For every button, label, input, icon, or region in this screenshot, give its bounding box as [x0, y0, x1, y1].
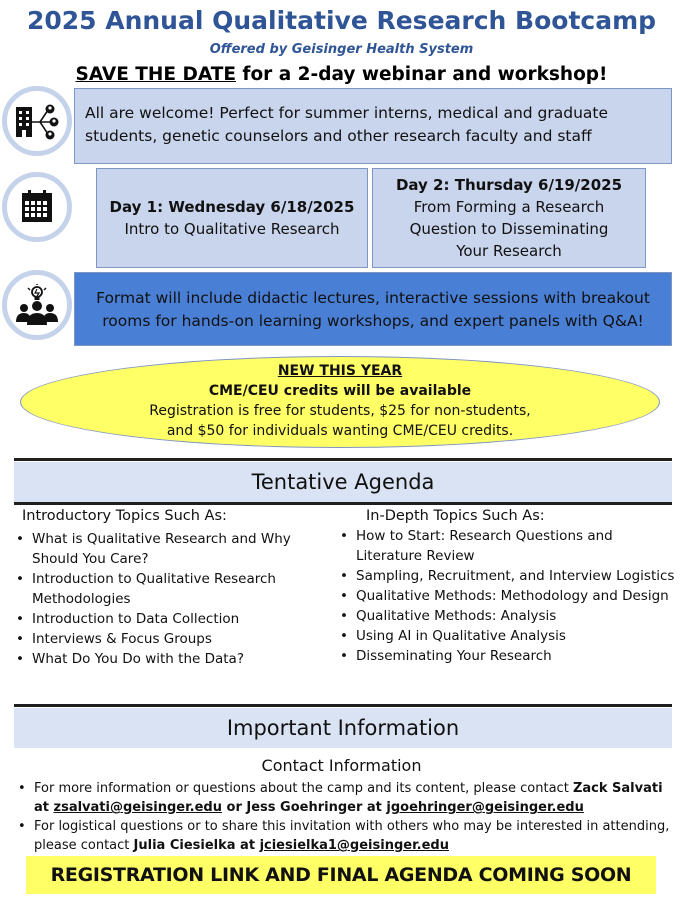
list-item: • Qualitative Methods: Methodology and Design — [356, 586, 676, 606]
calendar-icon — [2, 172, 72, 242]
contact-item — [14, 779, 676, 817]
intro-topics-list — [14, 529, 328, 669]
important-info-title: Important Information — [14, 708, 672, 748]
list-item: • How to Start: Research Questions and Literature Review — [356, 526, 676, 566]
email-link[interactable]: zsalvati@geisinger.edu — [53, 800, 222, 815]
contact-name: Julia Ciesielka at — [133, 838, 260, 853]
new-this-year-callout — [20, 356, 660, 448]
day1-box — [96, 168, 368, 268]
divider — [14, 704, 672, 707]
audience-box: All are welcome! Perfect for summer interns, medical and graduate students, genetic counselors and other research faculty and staff — [74, 88, 672, 164]
contact-heading: Contact Information — [261, 756, 422, 775]
contact-name: Zack Salvati — [572, 781, 663, 796]
list-item: • Introduction to Qualitative Research Methodologies — [32, 569, 328, 609]
team-idea-icon — [2, 270, 72, 340]
day1-topic: Intro to Qualitative Research — [124, 220, 340, 238]
page-title: 2025 Annual Qualitative Research Bootcamp — [26, 6, 657, 35]
list-item: • Using AI in Qualitative Analysis — [356, 626, 676, 646]
divider — [14, 502, 672, 505]
contact-text: For logistical questions or to share this invitation with others who may be interested in attending, please contact — [34, 819, 670, 853]
save-the-date-text: for a 2-day webinar and workshop! — [235, 64, 608, 85]
save-the-date-line — [0, 64, 683, 85]
day2-date: Day 2: Thursday 6/19/2025 — [395, 176, 623, 194]
list-item: • Interviews & Focus Groups — [32, 629, 328, 649]
email-link[interactable]: jciesielka1@geisinger.edu — [259, 838, 449, 853]
save-the-date-label: SAVE THE DATE — [75, 64, 236, 85]
list-item: • Introduction to Data Collection — [32, 609, 328, 629]
contact-text: For more information or questions about the camp and its content, please contact — [34, 781, 573, 796]
day2-topic: From Forming a Research Question to Disseminating Your Research — [409, 198, 609, 260]
list-item: • What is Qualitative Research and Why Should You Care? — [32, 529, 328, 569]
indepth-topics-heading: In-Depth Topics Such As: — [366, 508, 545, 524]
pricing-line-2: and $50 for individuals wanting CME/CEU credits. — [166, 423, 514, 439]
email-link[interactable]: jgoehringer@geisinger.edu — [386, 800, 584, 815]
pricing-line-1: Registration is free for students, $25 for non-students, — [149, 403, 531, 419]
organization-network-icon — [2, 86, 72, 156]
contact-list — [14, 779, 676, 855]
day2-box — [372, 168, 646, 268]
intro-topics-heading: Introductory Topics Such As: — [22, 508, 227, 524]
new-this-year-heading: NEW THIS YEAR — [277, 363, 403, 379]
divider — [14, 458, 672, 461]
credits-line: CME/CEU credits will be available — [208, 383, 472, 399]
format-box: Format will include didactic lectures, interactive sessions with breakout rooms for hands-on learning workshops, and expert panels with Q&A! — [74, 272, 672, 346]
registration-banner: REGISTRATION LINK AND FINAL AGENDA COMING SOON — [26, 856, 656, 894]
indepth-topics-list — [338, 526, 676, 666]
contact-text: at — [34, 800, 54, 815]
page-subtitle: Offered by Geisinger Health System — [209, 42, 474, 57]
day1-date: Day 1: Wednesday 6/18/2025 — [109, 198, 355, 216]
list-item: • Qualitative Methods: Analysis — [356, 606, 676, 626]
list-item: • What Do You Do with the Data? — [32, 649, 328, 669]
contact-item — [14, 817, 676, 855]
list-item: • Sampling, Recruitment, and Interview Logistics — [356, 566, 676, 586]
contact-text: or Jess Goehringer at — [222, 800, 387, 815]
list-item: • Disseminating Your Research — [356, 646, 676, 666]
agenda-title: Tentative Agenda — [14, 462, 672, 502]
